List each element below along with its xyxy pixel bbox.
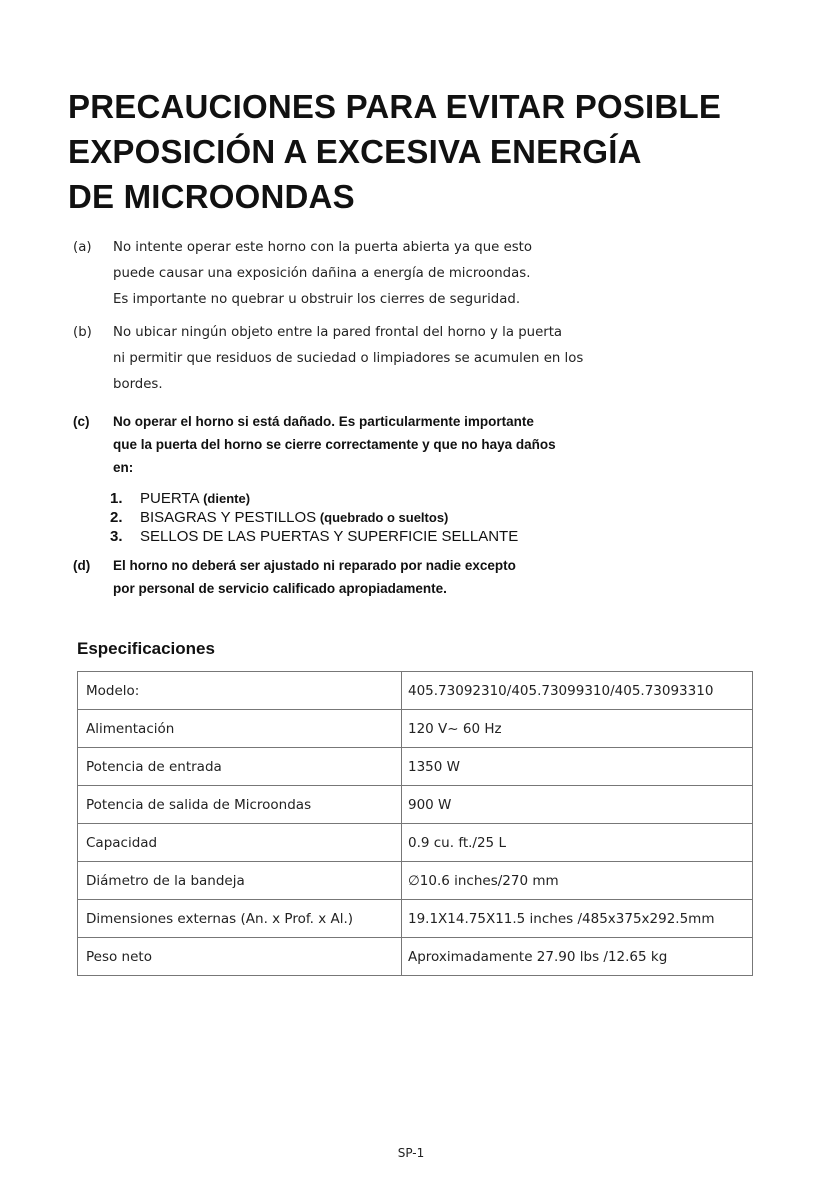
list-item-main: BISAGRAS Y PESTILLOS: [140, 509, 317, 526]
spec-value: 900 W: [402, 786, 753, 824]
spec-value: Aproximadamente 27.90 lbs /12.65 kg: [402, 938, 753, 976]
title-line-3: DE MICROONDAS: [68, 178, 355, 215]
precaution-a-label: (a): [73, 240, 92, 255]
precaution-a-line: puede causar una exposición dañina a energía de microondas.: [113, 266, 531, 281]
spec-value: 120 V~ 60 Hz: [402, 710, 753, 748]
page-number: SP-1: [397, 1146, 425, 1160]
spec-label: Potencia de entrada: [78, 748, 402, 786]
spec-value: 1350 W: [402, 748, 753, 786]
table-row: [78, 900, 753, 938]
precaution-b-line: ni permitir que residuos de suciedad o limpiadores se acumulen en los: [113, 351, 584, 366]
precaution-b-label: (b): [73, 325, 92, 340]
table-row: [78, 748, 753, 786]
precaution-c-line: No operar el horno si está dañado. Es particularmente importante: [113, 414, 534, 429]
precaution-d-line: por personal de servicio calificado apropiadamente.: [113, 581, 447, 596]
spec-label: Peso neto: [78, 938, 402, 976]
list-item-main: SELLOS DE LAS PUERTAS Y SUPERFICIE SELLANTE: [140, 528, 519, 545]
spec-label: Modelo:: [78, 672, 402, 710]
precaution-a-line: No intente operar este horno con la puerta abierta ya que esto: [113, 240, 533, 255]
list-item-sub: (diente): [199, 491, 251, 506]
precaution-c-line: en:: [113, 460, 134, 475]
precaution-d-line: El horno no deberá ser ajustado ni reparado por nadie excepto: [113, 558, 516, 573]
damage-list: [110, 489, 518, 546]
precaution-b-line: bordes.: [113, 377, 163, 392]
precaution-c-line: que la puerta del horno se cierre correctamente y que no haya daños: [113, 437, 556, 452]
list-item: 1. PUERTA (diente): [110, 490, 251, 507]
table-row: [78, 938, 753, 976]
list-item-main: PUERTA: [140, 490, 200, 507]
spec-label: Diámetro de la bandeja: [78, 862, 402, 900]
table-row: [78, 672, 753, 710]
spec-label: Dimensiones externas (An. x Prof. x Al.): [78, 900, 402, 938]
spec-value: 19.1X14.75X11.5 inches /485x375x292.5mm: [402, 900, 753, 938]
title-line-1: PRECAUCIONES PARA EVITAR POSIBLE: [68, 88, 722, 125]
spec-label: Potencia de salida de Microondas: [78, 786, 402, 824]
spec-value: 405.73092310/405.73099310/405.73093310: [402, 672, 753, 710]
spec-value: 0.9 cu. ft./25 L: [402, 824, 753, 862]
list-item-sub: (quebrado o sueltos): [316, 510, 449, 525]
spec-label: Capacidad: [78, 824, 402, 862]
page-title: [68, 84, 768, 219]
list-item: 3. SELLOS DE LAS PUERTAS Y SUPERFICIE SELLANTE: [110, 528, 519, 545]
title-line-2: EXPOSICIÓN A EXCESIVA ENERGÍA: [68, 133, 642, 170]
precaution-b-line: No ubicar ningún objeto entre la pared frontal del horno y la puerta: [113, 325, 563, 340]
spec-value: ∅10.6 inches/270 mm: [402, 862, 753, 900]
table-row: [78, 710, 753, 748]
precaution-c-label: (c): [73, 414, 90, 429]
table-row: [78, 862, 753, 900]
table-row: [78, 786, 753, 824]
spec-label: Alimentación: [78, 710, 402, 748]
table-row: [78, 824, 753, 862]
precaution-d-label: (d): [73, 558, 91, 573]
list-item: 2. BISAGRAS Y PESTILLOS (quebrado o sueltos): [110, 509, 449, 526]
specs-table: [77, 671, 753, 976]
specs-heading: Especificaciones: [77, 639, 215, 658]
precaution-a-line: Es importante no quebrar u obstruir los cierres de seguridad.: [113, 292, 521, 307]
